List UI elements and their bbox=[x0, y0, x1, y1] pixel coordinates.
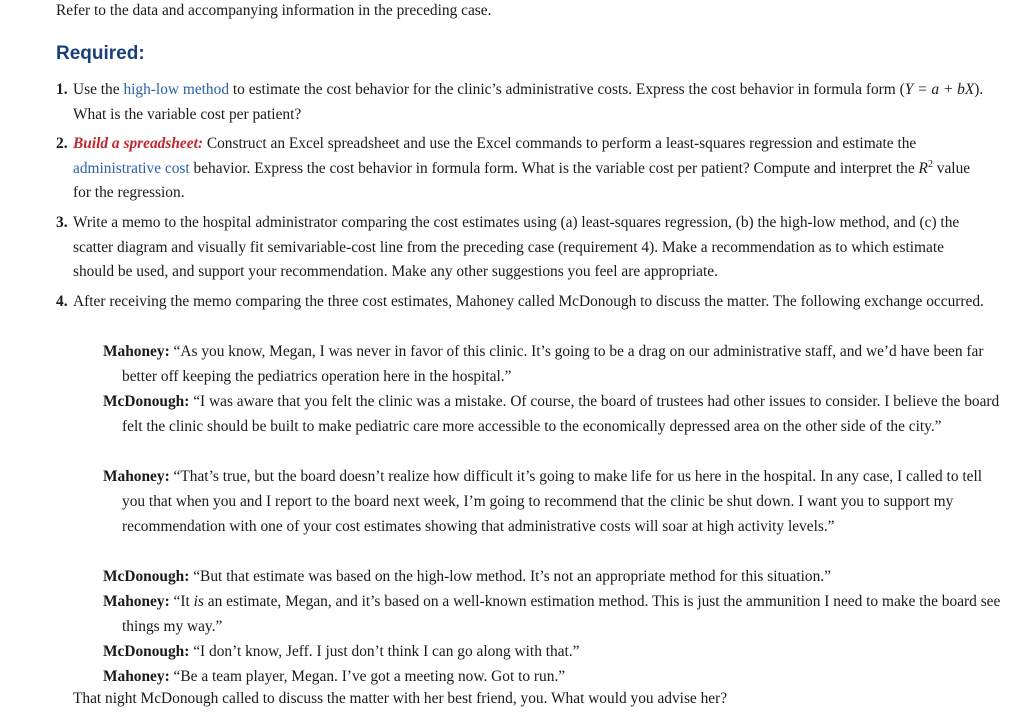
speaker-name: Mahoney: bbox=[103, 343, 170, 360]
dialogue-text: “But that estimate was based on the high-low method. It’s not an appropriate method for this situation.” bbox=[189, 568, 831, 585]
requirement-1 bbox=[56, 78, 986, 127]
requirement-3 bbox=[56, 211, 986, 285]
formula: Y = a + bX bbox=[904, 81, 975, 98]
r-superscript: 2 bbox=[927, 158, 933, 170]
intro-text: Refer to the data and accompanying information in the preceding case. bbox=[56, 2, 492, 19]
requirement-4 bbox=[56, 290, 986, 315]
item-number: 4. bbox=[56, 293, 68, 310]
speaker-name: McDonough: bbox=[103, 393, 190, 410]
item-body bbox=[73, 78, 986, 127]
item-body bbox=[73, 132, 986, 206]
item-text: value for the regression. bbox=[73, 159, 971, 201]
item-body: Write a memo to the hospital administrator comparing the cost estimates using (a) least-squares regression, (b) the high-low method, and (c) the scatter diagram and visually fit semivariable-cost line from the preceding case (requirement 4). Make a recommendation as to which estimate should be used, and support your recommendation. Make any other suggestions you feel are appropriate. bbox=[73, 214, 960, 280]
dialogue-line bbox=[103, 639, 1002, 664]
item-text: behavior. Express the cost behavior in formula form. What is the variable cost per patient? Compute and interpret the bbox=[189, 159, 919, 177]
dialogue-text: “As you know, Megan, I was never in favor of this clinic. It’s going to be a drag on our administrative staff, and we’d have been far better off keeping the pediatrics operation here in the hospital.” bbox=[122, 343, 984, 385]
dialogue-text: an estimate, Megan, and it’s based on a well-known estimation method. This is just the ammunition I need to make the board see things my way.” bbox=[122, 593, 1001, 635]
item-body: After receiving the memo comparing the three cost estimates, Mahoney called McDonough to discuss the matter. The following exchange occurred. bbox=[73, 293, 984, 310]
dialogue-line bbox=[103, 339, 1002, 389]
requirement-2 bbox=[56, 132, 986, 206]
dialogue-text: “That’s true, but the board doesn’t realize how difficult it’s going to make life for us here in the hospital. In any case, I called to tell you that when you and I report to the board next week, I’m going to recommend that the clinic be shut down. I want you to support my recommendation with one of your cost estimates showing that administrative costs will soar at high activity levels.” bbox=[122, 468, 983, 535]
closing-question: That night McDonough called to discuss the matter with her best friend, you. What would you advise her? bbox=[73, 690, 728, 707]
speaker-name: Mahoney: bbox=[103, 468, 170, 485]
dialogue-line bbox=[103, 464, 1002, 539]
speaker-name: McDonough: bbox=[103, 568, 190, 585]
item-text: Construct an Excel spreadsheet and use the Excel commands to perform a least-squares regression and estimate the bbox=[202, 135, 917, 152]
dialogue-text: “I was aware that you felt the clinic was a mistake. Of course, the board of trustees had other issues to consider. I believe the board felt the clinic should be built to make pediatric care more accessible to the economically depressed area on the other side of the city.” bbox=[122, 393, 1000, 435]
required-heading: Required: bbox=[56, 43, 145, 64]
dialogue-line bbox=[103, 564, 1002, 589]
item-text: ). What is the variable cost per patient? bbox=[73, 81, 984, 123]
speaker-name: McDonough: bbox=[103, 643, 190, 660]
dialogue-text: “I don’t know, Jeff. I just don’t think I can go along with that.” bbox=[189, 643, 580, 660]
dialogue-text: “Be a team player, Megan. I’ve got a meeting now. Got to run.” bbox=[169, 668, 566, 685]
emphasis-text: is bbox=[193, 593, 204, 610]
dialogue-line bbox=[103, 589, 1002, 639]
item-text: Use the bbox=[73, 81, 124, 98]
dialogue-text: “It bbox=[169, 593, 194, 610]
administrative-cost-link[interactable]: administrative cost bbox=[73, 159, 190, 177]
item-number: 3. bbox=[56, 214, 68, 231]
speaker-name: Mahoney: bbox=[103, 593, 170, 610]
dialogue-line bbox=[103, 664, 1002, 689]
item-number: 2. bbox=[56, 135, 68, 152]
item-text: to estimate the cost behavior for the clinic’s administrative costs. Express the cost behavior in formula form ( bbox=[229, 81, 905, 98]
item-number: 1. bbox=[56, 81, 68, 98]
r-symbol: R bbox=[918, 159, 928, 177]
high-low-method-link[interactable]: high-low method bbox=[123, 81, 230, 98]
speaker-name: Mahoney: bbox=[103, 668, 170, 685]
dialogue-line bbox=[103, 389, 1002, 439]
build-spreadsheet-label: Build a spreadsheet: bbox=[73, 135, 203, 152]
